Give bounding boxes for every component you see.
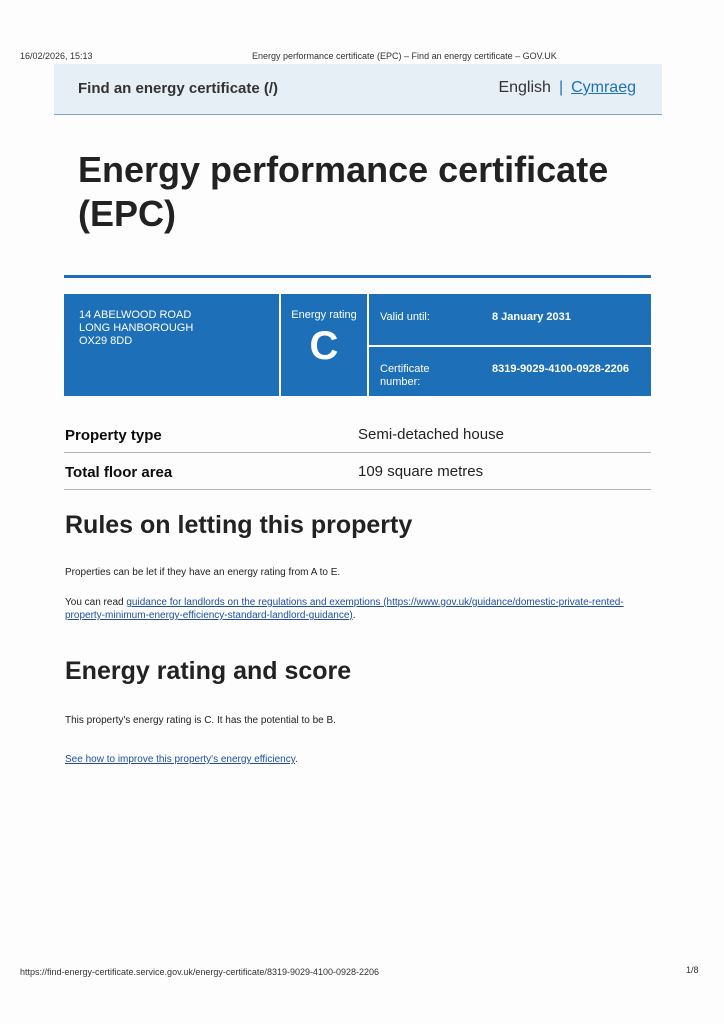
language-switcher	[498, 79, 636, 97]
certificate-number-value: 8319-9029-4100-0928-2206	[492, 363, 630, 375]
page-title: Energy performance certificate (EPC)	[78, 149, 609, 234]
print-date: 16/02/2026, 15:13	[20, 51, 93, 61]
improve-link-suffix: .	[295, 754, 298, 765]
floor-area-value: 109 square metres	[358, 463, 484, 480]
improve-efficiency-paragraph	[65, 753, 645, 766]
service-header	[54, 64, 662, 115]
energy-rating-heading: Energy rating and score	[65, 657, 352, 685]
energy-rating-label: Energy rating	[291, 309, 357, 321]
landlord-guidance-link[interactable]: guidance for landlords on the regulations and exemptions (https://www.gov.uk/guidance/domestic-private-rented-property-minimum-energy-efficiency-standard-landlord-guidance)	[65, 597, 624, 621]
language-welsh-link[interactable]: Cymraeg	[571, 79, 636, 96]
guidance-suffix: .	[352, 610, 356, 621]
floor-area-row	[64, 453, 651, 490]
letting-rules-heading: Rules on letting this property	[65, 511, 413, 539]
language-separator: |	[558, 79, 564, 96]
energy-rating-cell	[279, 294, 369, 396]
print-footer-url: https://find-energy-certificate.service.gov.uk/energy-certificate/8319-9029-4100-0928-2206	[20, 967, 380, 977]
service-name-link[interactable]: Find an energy certificate (/)	[78, 80, 279, 97]
valid-until-label: Valid until:	[380, 311, 430, 323]
print-page-title: Energy performance certificate (EPC) – Find an energy certificate – GOV.UK	[252, 51, 557, 61]
print-page-number: 1/8	[686, 965, 699, 975]
energy-rating-text: This property's energy rating is C. It has the potential to be B.	[65, 715, 336, 726]
certificate-number-label: Certificate number:	[380, 363, 430, 388]
property-address	[79, 309, 193, 348]
certificate-summary-box	[64, 294, 651, 396]
property-type-value: Semi-detached house	[358, 426, 504, 443]
guidance-prefix: You can read	[65, 597, 127, 608]
address-line-3: OX29 8DD	[79, 335, 133, 347]
title-divider	[64, 275, 651, 278]
valid-until-cell	[367, 294, 651, 347]
property-type-row	[64, 416, 651, 453]
certificate-number-cell	[367, 347, 651, 396]
valid-until-value: 8 January 2031	[492, 311, 571, 323]
improve-efficiency-link[interactable]: See how to improve this property's energy efficiency	[65, 754, 295, 765]
address-line-1: 14 ABELWOOD ROAD	[79, 309, 192, 321]
letting-rules-text: Properties can be let if they have an energy rating from A to E.	[65, 567, 341, 578]
letting-guidance-text	[65, 596, 645, 622]
property-type-label: Property type	[65, 427, 162, 444]
energy-rating-value: C	[309, 324, 339, 368]
address-line-2: LONG HANBOROUGH	[79, 322, 194, 334]
floor-area-label: Total floor area	[65, 464, 173, 481]
language-english: English	[498, 79, 551, 96]
